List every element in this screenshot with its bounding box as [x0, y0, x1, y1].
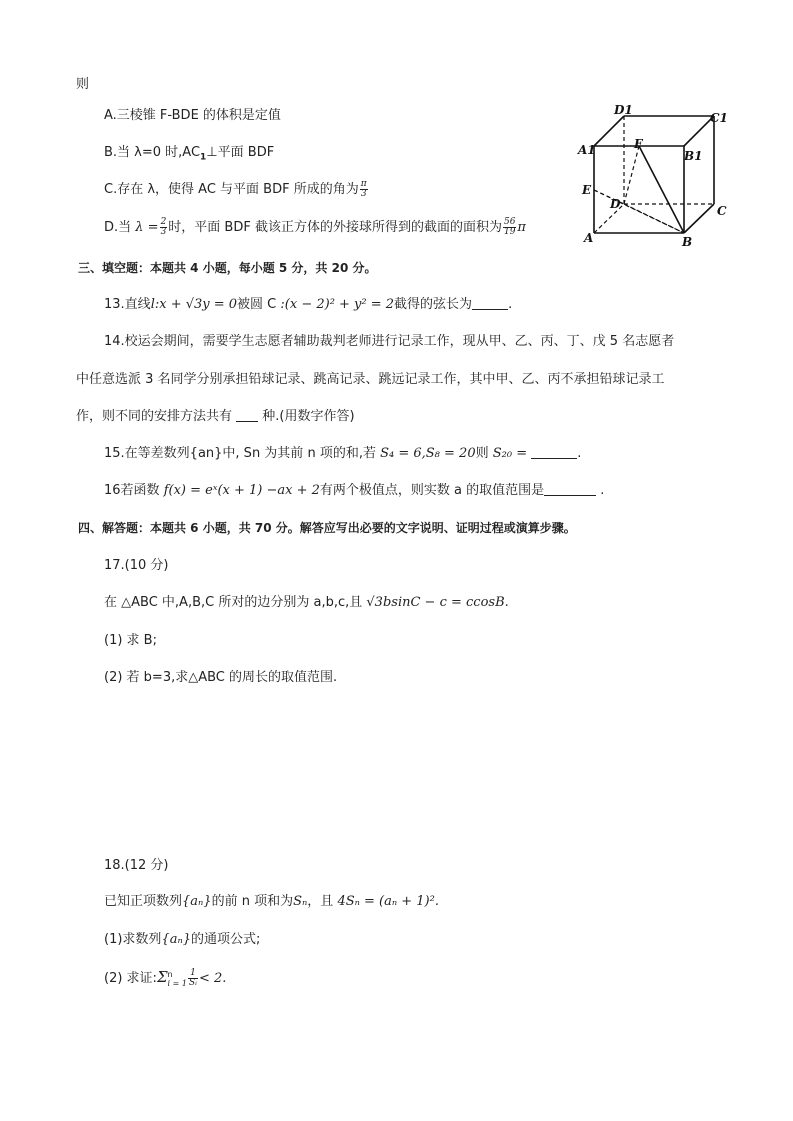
q15-mid: 则	[475, 446, 489, 461]
q13-post: 截得的弦长为	[394, 297, 473, 312]
q15-eq2: S₂₀ =	[492, 446, 528, 461]
q15: 15.在等差数列{an}中, Sn 为其前 n 项的和,若 S₄ = 6,S₈ = 20则 S₂₀ = .	[104, 446, 582, 461]
q18-seq: {aₙ}	[182, 894, 212, 909]
q17-part2: (2) 若 b=3,求△ABC 的周长的取值范围.	[104, 670, 338, 685]
label-b: B	[682, 235, 693, 249]
q12-option-d-pre: D.当	[104, 220, 132, 235]
answer-blank	[531, 446, 577, 459]
frac-denominator: 3	[360, 189, 367, 199]
label-c: C	[717, 204, 727, 218]
q16: 16若函数 f(x) = eˣ(x + 1) −ax + 2有两个极值点，则实数 a 的取值范围是 .	[104, 483, 605, 498]
q17-stem-eq: √3bsinC − c = ccosB.	[366, 595, 509, 610]
frac-denominator: Sᵢ	[188, 978, 197, 988]
cube-solid-edges	[594, 116, 714, 233]
q14-line3	[76, 408, 355, 426]
q17-part1: (1) 求 B;	[104, 633, 157, 648]
q16-eq: f(x) = eˣ(x + 1) −ax + 2	[163, 483, 320, 498]
label-d1: D1	[614, 103, 633, 117]
q12-option-d-fraction	[160, 218, 168, 237]
q18-stem-mid: 的前 n 项和为	[211, 894, 294, 909]
label-e: E	[582, 183, 592, 197]
q15-pre: 15.在等差数列{an}中, Sn 为其前 n 项的和,若	[104, 446, 376, 461]
q13: 13.直线l:x + √3y = 0被圆 C :(x − 2)² + y² = 2截得的弦长为 .	[104, 297, 513, 312]
q12-option-d-fraction2	[503, 218, 516, 237]
q18-stem-eq: 4Sₙ = (aₙ + 1)².	[337, 894, 439, 909]
q12-tail: 则	[76, 77, 90, 92]
q18-stem-mid2: ，且	[307, 894, 334, 909]
q14-line3-post: 种.(用数字作答)	[262, 409, 355, 424]
q18-p2-limits	[168, 970, 187, 988]
q16-pre: 16若函数	[104, 483, 160, 498]
q12-option-d-pi: π	[517, 220, 526, 235]
label-c1: C1	[710, 111, 728, 125]
q16-post: 有两个极值点，则实数 a 的取值范围是	[319, 483, 545, 498]
q18-p2-fraction	[188, 969, 198, 988]
label-b1: B1	[684, 149, 703, 163]
section3-title: 三、填空题：本题共 4 小题，每小题 5 分，共 20 分。	[78, 261, 377, 275]
q12-option-c-pre: C.存在 λ，使得 AC 与平面 BDF 所成的角为	[104, 182, 359, 197]
label-f: F	[634, 137, 643, 151]
q17-stem	[104, 594, 509, 612]
q12-option-c-fraction	[360, 180, 368, 199]
frac-denominator: 19	[503, 227, 516, 237]
section4-title: 四、解答题：本题共 6 小题，共 70 分。解答应写出必要的文字说明、证明过程或演算步骤。	[78, 521, 576, 535]
frac-denominator: 3	[160, 227, 167, 237]
q18-sn: Sₙ	[293, 894, 308, 909]
q12-option-d-mid: 时，平面 BDF 截该正方体的外接球所得到的截面的面积为	[168, 220, 502, 235]
answer-blank	[544, 483, 596, 496]
cube-figure	[574, 100, 734, 250]
q18-p2-sup: n	[167, 969, 173, 979]
q12-option-a: A.三棱锥 F-BDE 的体积是定值	[104, 108, 281, 123]
label-d: D	[610, 197, 621, 211]
q13-circle-eq: :(x − 2)² + y² = 2	[280, 297, 395, 312]
q18-head: 18.(12 分)	[104, 858, 169, 873]
q12-option-b-sub: 1	[200, 152, 207, 163]
q14-line3-pre: 作，则不同的安排方法共有	[76, 409, 233, 424]
q17-stem-pre: 在 △ABC 中,A,B,C 所对的边分别为 a,b,c,且	[104, 595, 363, 610]
q18-p1-pre: (1)求数列	[104, 932, 162, 947]
q18-p2-sub: i = 1	[167, 978, 187, 988]
q18-stem-pre: 已知正项数列	[104, 894, 183, 909]
q13-line-eq: l:x + √3y = 0	[150, 297, 238, 312]
q13-pre: 13.直线	[104, 297, 151, 312]
q18-part2	[104, 968, 226, 988]
q14-line2: 中任意选派 3 名同学分别承担铅球记录、跳高记录、跳远记录工作，其中甲、乙、丙不承担铅球记录工	[76, 372, 665, 387]
q12-option-c	[104, 180, 369, 199]
q15-eq: S₄ = 6,S₈ = 20	[380, 446, 476, 461]
q18-stem	[104, 893, 439, 911]
q12-option-d	[104, 218, 526, 237]
q18-p1-post: 的通项公式;	[190, 932, 261, 947]
frac-numerator: π	[360, 179, 367, 189]
q18-p2-pre: (2) 求证:	[104, 971, 157, 986]
q18-p1-seq: {aₙ}	[161, 932, 191, 947]
q13-mid: 被圆 C	[237, 297, 277, 312]
frac-numerator: 2	[160, 217, 167, 227]
q18-p2-post: < 2.	[198, 971, 227, 986]
label-a: A	[584, 231, 594, 245]
answer-blank	[472, 297, 508, 310]
q12-option-b	[104, 144, 274, 167]
q12-option-b-pre: B.当 λ=0 时,AC	[104, 145, 201, 160]
q12-option-d-lambda: λ =	[135, 220, 159, 235]
answer-blank	[236, 409, 258, 422]
q12-option-b-post: ⊥平面 BDF	[206, 145, 275, 160]
label-a1: A1	[578, 143, 596, 157]
q18-part1	[104, 931, 260, 949]
frac-numerator: 1	[188, 969, 198, 979]
q18-p2-sum: Σ	[156, 968, 168, 986]
q17-head: 17.(10 分)	[104, 558, 169, 573]
frac-numerator: 56	[503, 217, 516, 227]
q14-line1: 14.校运会期间，需要学生志愿者辅助裁判老师进行记录工作，现从甲、乙、丙、丁、戊 5 名志愿者	[104, 334, 675, 349]
